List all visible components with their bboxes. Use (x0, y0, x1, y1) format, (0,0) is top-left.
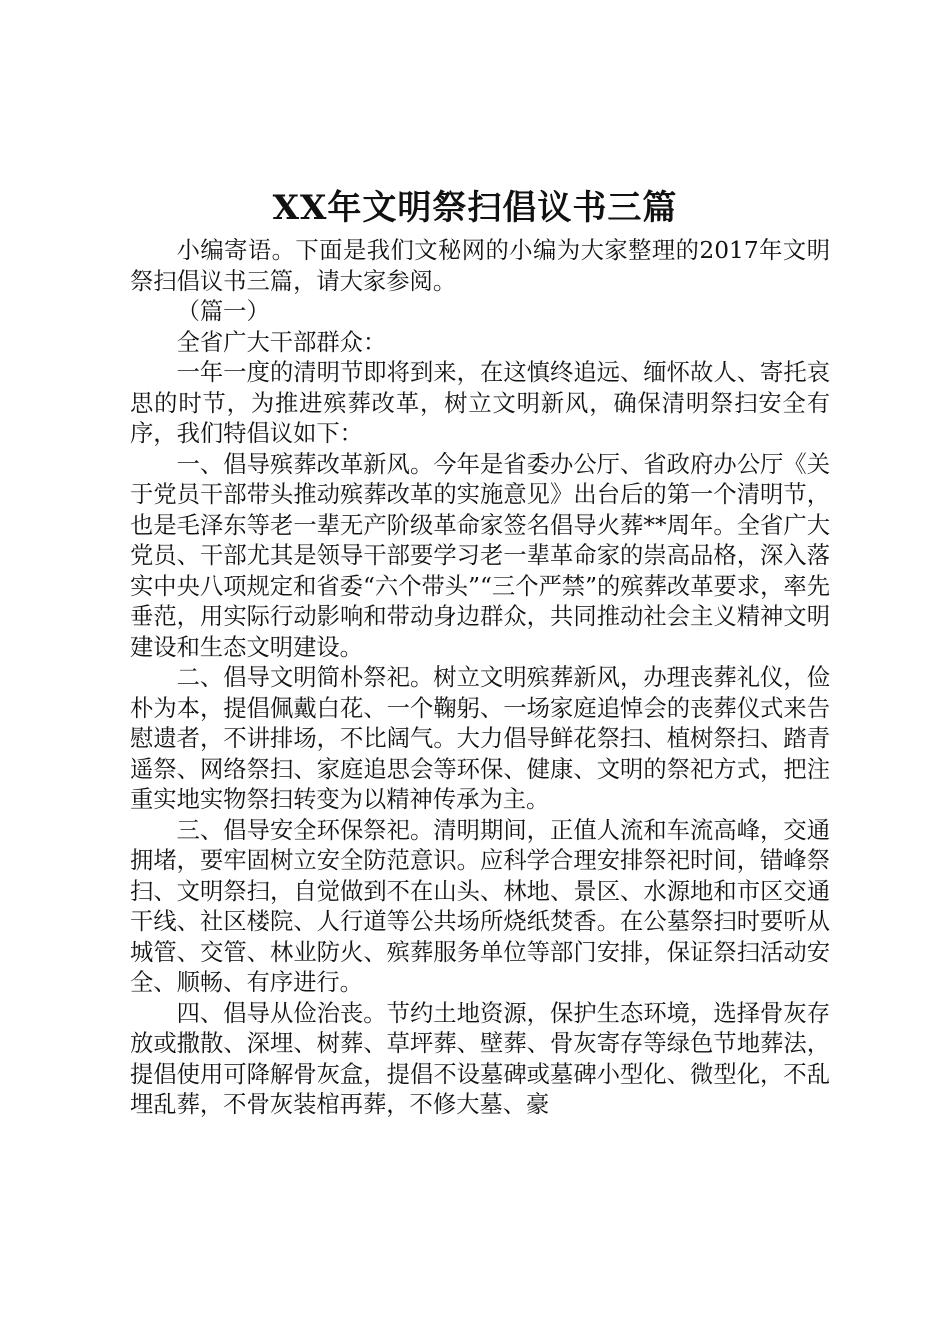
paragraph-item-2: 二、倡导文明简朴祭祀。树立文明殡葬新风，办理丧葬礼仪，俭朴为本，提倡佩戴白花、一个鞠躬、一场家庭追悼会的丧葬仪式来告慰遗者，不讲排场，不比阔气。大力倡导鲜花祭扫、植树祭扫、踏青遥祭、网络祭扫、家庭追思会等环保、健康、文明的祭祀方式，把注重实地实物祭扫转变为以精神传承为主。 (130, 664, 830, 813)
paragraph-item-3: 三、倡导安全环保祭祀。清明期间，正值人流和车流高峰，交通拥堵，要牢固树立安全防范意识。应科学合理安排祭祀时间，错峰祭扫、文明祭扫，自觉做到不在山头、林地、景区、水源地和市区交通干线、社区楼院、人行道等公共场所烧纸焚香。在公墓祭扫时要听从城管、交管、林业防火、殡葬服务单位等部门安排，保证祭扫活动安全、顺畅、有序进行。 (130, 816, 830, 996)
document-body (130, 236, 830, 1121)
paragraph-salutation: 全省广大干部群众： (176, 328, 387, 356)
paragraph-intro: 小编寄语。下面是我们文秘网的小编为大家整理的2017年文明祭扫倡议书三篇，请大家参阅。 (130, 237, 830, 295)
document-title: XX年文明祭扫倡议书三篇 (272, 188, 678, 228)
paragraph-item-4: 四、倡导从俭治丧。节约土地资源，保护生态环境，选择骨灰存放或撒散、深埋、树葬、草坪葬、壁葬、骨灰寄存等绿色节地葬法，提倡使用可降解骨灰盒，提倡不设墓碑或墓碑小型化、微型化，不乱埋乱葬，不骨灰装棺再葬，不修大墓、豪 (130, 999, 830, 1118)
paragraph-opening: 一年一度的清明节即将到来，在这慎终追远、缅怀故人、寄托哀思的时节，为推进殡葬改革，树立文明新风，确保清明祭扫安全有序，我们特倡议如下： (130, 359, 830, 447)
paragraph-section-label: （篇一） (176, 298, 270, 325)
paragraph-item-1: 一、倡导殡葬改革新风。今年是省委办公厅、省政府办公厅《关于党员干部带头推动殡葬改革的实施意见》出台后的第一个清明节，也是毛泽东等老一辈无产阶级革命家签名倡导火葬**周年。全省广大党员、干部尤其是领导干部要学习老一辈革命家的崇高品格，深入落实中央八项规定和省委“六个带头”“三个严禁”的殡葬改革要求，率先垂范，用实际行动影响和带动身边群众，共同推动社会主义精神文明建设和生态文明建设。 (130, 450, 830, 661)
